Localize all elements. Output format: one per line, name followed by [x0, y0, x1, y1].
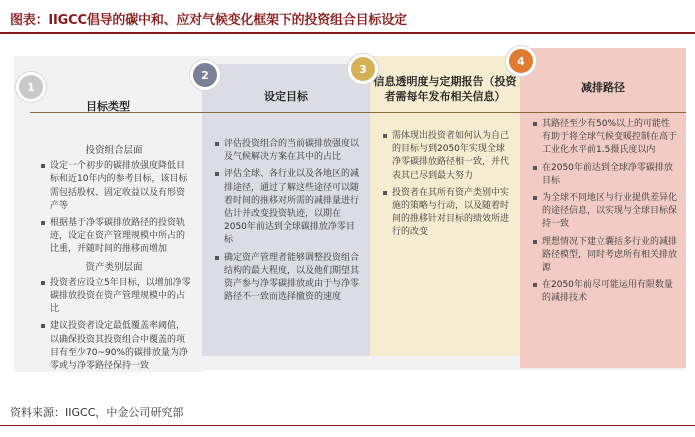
list-item: 建议投资者设定最低覆盖率阈值，以确保投资其投资组合中覆盖的项目有至少70~90%的碳排放量为净零或与净零路径保持一致	[36, 320, 192, 373]
list-item: 理想情况下建立囊括多行业的减排路径模型，同时考虑所有相关排放源	[528, 236, 678, 276]
column-disclosure-reporting	[370, 56, 520, 356]
source-note: 资料来源：IIGCC，中金公司研究部	[10, 406, 184, 419]
column-2-heading: 设定目标	[264, 89, 308, 103]
list-item: 投资者在其所有资产类别中实施的策略与行动，以及随着时间的推移针对目标的绩效所进行的改变	[378, 187, 512, 240]
heading-divider-line	[30, 112, 686, 113]
column-4-body	[520, 118, 686, 310]
column-1-subheading-portfolio: 投资组合层面	[85, 145, 143, 156]
column-set-targets	[202, 64, 370, 356]
column-1-body	[14, 142, 202, 377]
list-item: 根据基于净零碳排放路径的投资轨迹，设定在资产管理规模中所占的比重，并随时间的推移而增加	[36, 217, 192, 257]
list-item: 评估投资组合的当前碳排放强度以及气候解决方案在其中的占比	[210, 138, 362, 164]
list-item: 需体现出投资者如何认为自己的目标与到2050年实现全球净零碳排放路径相一致，并代表其已尽到最大努力	[378, 130, 512, 183]
bottom-divider	[0, 425, 695, 426]
list-item: 在2050年前尽可能运用有限数量的减排技术	[528, 279, 678, 305]
list-item: 为全球不同地区与行业提供差异化的途径信息，以实现与全球目标保持一致	[528, 192, 678, 232]
list-item: 其路径至少有50%以上的可能性有助于将全球气候变暖控制在高于工业化水平前1.5摄氏度以内	[528, 118, 678, 158]
title-divider	[0, 32, 695, 34]
column-target-type	[14, 72, 202, 372]
column-2-body	[202, 138, 370, 308]
framework-diagram	[0, 46, 695, 401]
column-1-subheading-asset-class: 资产类别层面	[85, 261, 143, 273]
step-badge-4: 4	[506, 46, 536, 76]
list-item: 评估全球、各行业以及各地区的减排途径，通过了解这些途径可以随着时间的推移对所需的减排量进行估计并改变投资轨迹，以期在2050年前达到全球碳排放净零目标	[210, 168, 362, 247]
list-item: 投资者应设立5年目标，以增加净零碳排放投资在资产管理规模中的占比	[36, 277, 192, 317]
figure-title: 图表：IIGCC倡导的碳中和、应对气候变化框架下的投资组合目标设定	[10, 13, 407, 28]
step-badge-2: 2	[190, 60, 220, 90]
step-badge-3: 3	[348, 54, 378, 84]
list-item: 确定资产管理者能够调整投资组合结构的最大程度，以及他们期望其资产参与净零碳排放或由于与净零路径不一致而选择撤资的速度	[210, 252, 362, 305]
column-3-body	[370, 130, 520, 244]
list-item: 在2050年前达到全球净零碳排放目标	[528, 162, 678, 188]
column-reduction-pathway	[520, 48, 686, 368]
list-item: 设定一个初步的碳排放强度降低目标和近10年内的参考目标，该目标需包括股权、固定收益以及有形资产等	[36, 160, 192, 213]
column-3-heading: 信息透明度与定期报告（投资者需每年发布相关信息）	[373, 75, 517, 103]
column-1-heading: 目标类型	[86, 99, 130, 113]
column-4-heading: 减排路径	[581, 80, 625, 94]
step-badge-1: 1	[16, 72, 46, 102]
